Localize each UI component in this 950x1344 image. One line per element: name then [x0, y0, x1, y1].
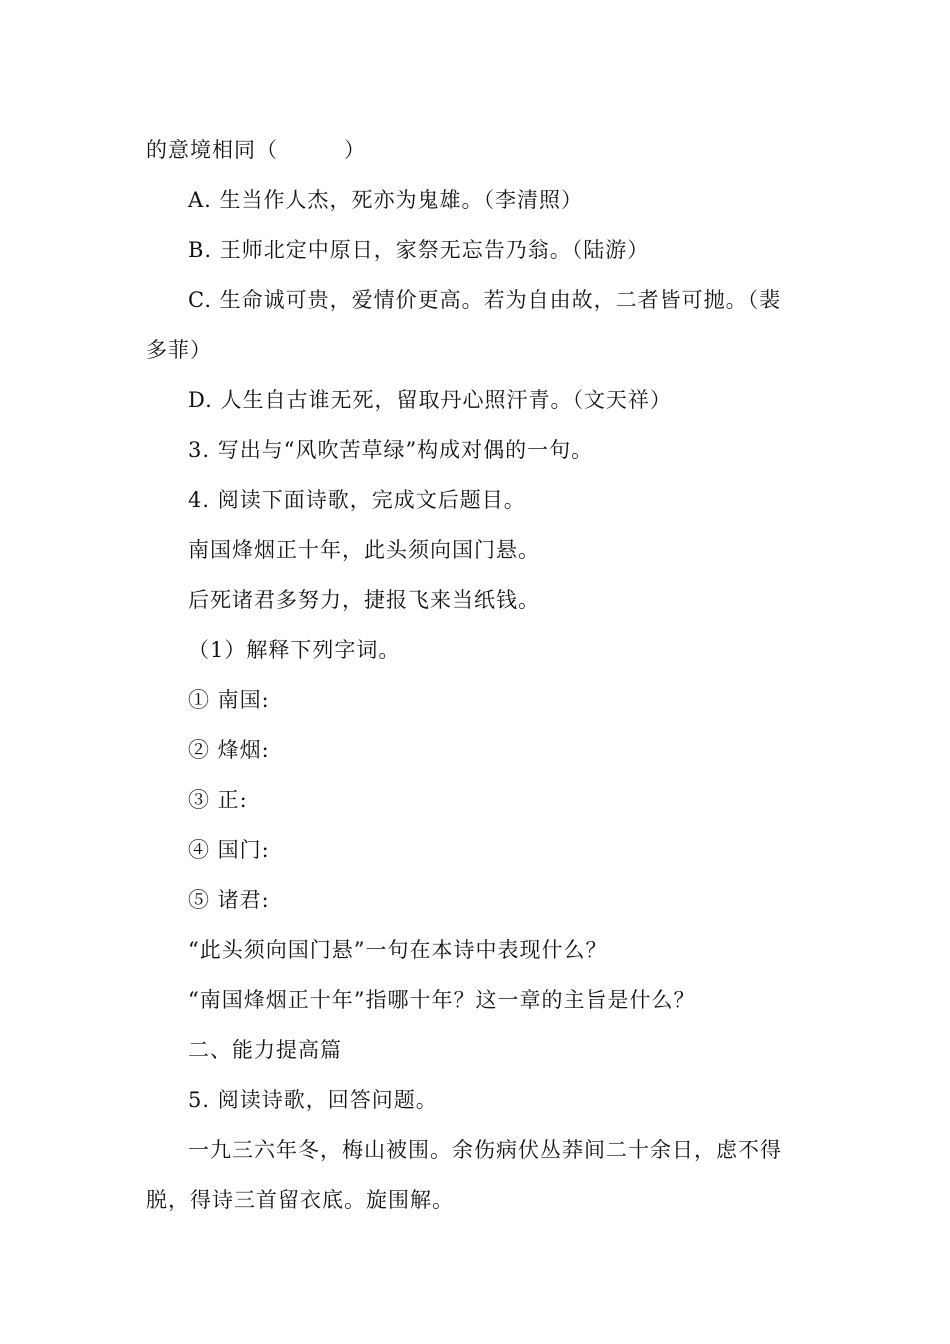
subquestion-3: “南国烽烟正十年”指哪十年？这一章的主旨是什么？ [188, 988, 696, 1012]
poem-preface: 一九三六年冬，梅山被围。余伤病伏丛莽间二十余日，虑不得 [188, 1138, 782, 1162]
option-a: A. 生当作人杰，死亦为鬼雄。（李清照） [188, 188, 584, 212]
poem-line-1: 南国烽烟正十年，此头须向国门悬。 [188, 538, 540, 562]
section-heading: 二、能力提高篇 [188, 1038, 342, 1062]
subquestion-2: “此头须向国门悬”一句在本诗中表现什么？ [188, 938, 608, 962]
question-stem-continued: 的意境相同（ ） [146, 138, 366, 162]
question-3: 3. 写出与“风吹苦草绿”构成对偶的一句。 [188, 438, 594, 462]
poem-preface-continued: 脱，得诗三首留衣底。旋围解。 [146, 1188, 454, 1212]
term-item-4: ④ 国门: [188, 838, 270, 862]
option-c-continued: 多菲） [146, 338, 212, 362]
option-b: B. 王师北定中原日，家祭无忘告乃翁。（陆游） [188, 238, 650, 262]
term-item-2: ② 烽烟: [188, 738, 270, 762]
option-c: C. 生命诚可贵，爱情价更高。若为自由故，二者皆可抛。（裴 [188, 288, 782, 312]
term-item-1: ① 南国: [188, 688, 270, 712]
question-5: 5. 阅读诗歌，回答问题。 [188, 1088, 438, 1112]
poem-line-2: 后死诸君多努力，捷报飞来当纸钱。 [188, 588, 540, 612]
option-d: D. 人生自古谁无死，留取丹心照汗青。（文天祥） [188, 388, 672, 412]
subquestion-1: （1）解释下列字词。 [188, 638, 401, 662]
question-4: 4. 阅读下面诗歌，完成文后题目。 [188, 488, 526, 512]
term-item-5: ⑤ 诸君: [188, 888, 270, 912]
term-item-3: ③ 正: [188, 788, 248, 812]
